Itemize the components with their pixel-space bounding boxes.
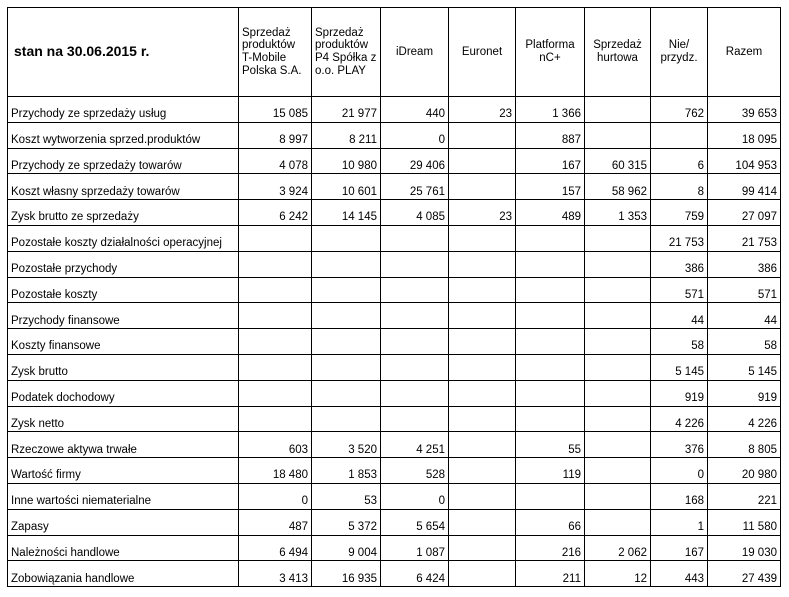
table-cell: 14 145 (312, 200, 381, 226)
table-cell (449, 406, 516, 432)
table-cell (516, 380, 585, 406)
column-header: iDream (381, 8, 449, 97)
table-cell: 4 226 (708, 406, 781, 432)
table-cell: 5 145 (651, 354, 708, 380)
table-cell: 5 654 (381, 509, 449, 535)
row-label: Zobowiązania handlowe (8, 561, 239, 587)
row-label: Koszt własny sprzedaży towarów (8, 174, 239, 200)
table-cell (449, 122, 516, 148)
table-cell (585, 354, 651, 380)
row-label: Koszty finansowe (8, 329, 239, 355)
table-cell: 39 653 (708, 97, 781, 123)
table-cell: 1 (651, 509, 708, 535)
table-cell (239, 406, 312, 432)
table-row (8, 174, 781, 200)
table-cell: 16 935 (312, 561, 381, 587)
row-label: Inne wartości niematerialne (8, 483, 239, 509)
table-cell (585, 122, 651, 148)
table-cell (312, 303, 381, 329)
table-cell: 6 494 (239, 535, 312, 561)
table-row (8, 122, 781, 148)
table-cell: 6 424 (381, 561, 449, 587)
table-cell: 0 (239, 483, 312, 509)
table-cell (449, 535, 516, 561)
table-cell (585, 406, 651, 432)
table-cell: 0 (651, 458, 708, 484)
table-cell (381, 354, 449, 380)
table-cell (585, 483, 651, 509)
table-cell: 21 977 (312, 97, 381, 123)
table-cell (449, 251, 516, 277)
table-cell: 386 (651, 251, 708, 277)
row-label: Przychody finansowe (8, 303, 239, 329)
table-cell (585, 458, 651, 484)
table-cell (516, 483, 585, 509)
table-cell (449, 458, 516, 484)
table-cell (239, 380, 312, 406)
table-cell: 60 315 (585, 148, 651, 174)
table-cell: 887 (516, 122, 585, 148)
table-cell: 168 (651, 483, 708, 509)
table-row (8, 200, 781, 226)
table-cell: 528 (381, 458, 449, 484)
row-label: Zysk netto (8, 406, 239, 432)
row-label: Pozostałe koszty (8, 277, 239, 303)
table-cell (449, 354, 516, 380)
table-cell: 571 (651, 277, 708, 303)
table-cell: 0 (381, 122, 449, 148)
table-cell (381, 380, 449, 406)
table-cell: 216 (516, 535, 585, 561)
table-cell: 23 (449, 200, 516, 226)
table-cell (449, 225, 516, 251)
table-row (8, 458, 781, 484)
table-cell (381, 277, 449, 303)
table-cell (516, 251, 585, 277)
table-row (8, 277, 781, 303)
table-cell (449, 483, 516, 509)
table-cell: 919 (708, 380, 781, 406)
table-cell: 762 (651, 97, 708, 123)
table-cell (449, 277, 516, 303)
table-cell: 18 095 (708, 122, 781, 148)
table-row (8, 406, 781, 432)
table-cell: 27 097 (708, 200, 781, 226)
table-cell: 759 (651, 200, 708, 226)
table-cell: 55 (516, 432, 585, 458)
row-label: Zysk brutto ze sprzedaży (8, 200, 239, 226)
table-cell: 10 601 (312, 174, 381, 200)
table-cell (585, 97, 651, 123)
table-cell: 1 087 (381, 535, 449, 561)
table-cell: 221 (708, 483, 781, 509)
table-cell (239, 251, 312, 277)
table-row (8, 329, 781, 355)
table-row (8, 251, 781, 277)
table-cell (239, 354, 312, 380)
table-row (8, 509, 781, 535)
table-cell (239, 329, 312, 355)
column-header: Sprzedaż hurtowa (585, 8, 651, 97)
table-cell: 21 753 (708, 225, 781, 251)
table-cell (585, 251, 651, 277)
table-cell: 0 (381, 483, 449, 509)
table-cell (516, 277, 585, 303)
row-label: Pozostałe przychody (8, 251, 239, 277)
table-row (8, 354, 781, 380)
table-cell (516, 406, 585, 432)
table-cell: 23 (449, 97, 516, 123)
table-cell: 4 226 (651, 406, 708, 432)
table-cell: 99 414 (708, 174, 781, 200)
table-cell: 4 085 (381, 200, 449, 226)
row-label: Należności handlowe (8, 535, 239, 561)
table-cell (651, 122, 708, 148)
table-cell: 603 (239, 432, 312, 458)
table-cell: 119 (516, 458, 585, 484)
table-cell (312, 406, 381, 432)
table-cell: 66 (516, 509, 585, 535)
table-cell: 29 406 (381, 148, 449, 174)
table-row (8, 303, 781, 329)
table-cell: 3 413 (239, 561, 312, 587)
table-cell (312, 329, 381, 355)
table-cell (449, 561, 516, 587)
column-header: Nie/ przydz. (651, 8, 708, 97)
segment-table (7, 7, 781, 587)
table-cell: 10 980 (312, 148, 381, 174)
table-cell: 8 (651, 174, 708, 200)
table-cell: 5 145 (708, 354, 781, 380)
table-cell: 6 (651, 148, 708, 174)
table-cell: 58 (651, 329, 708, 355)
table-cell (449, 303, 516, 329)
table-cell (381, 406, 449, 432)
table-cell (312, 225, 381, 251)
row-label: Wartość firmy (8, 458, 239, 484)
table-cell: 919 (651, 380, 708, 406)
table-cell: 5 372 (312, 509, 381, 535)
table-cell: 53 (312, 483, 381, 509)
table-cell (449, 174, 516, 200)
table-row (8, 432, 781, 458)
table-cell (449, 432, 516, 458)
table-cell: 571 (708, 277, 781, 303)
column-header: Razem (708, 8, 781, 97)
table-cell: 157 (516, 174, 585, 200)
table-cell (312, 380, 381, 406)
row-label: Przychody ze sprzedaży towarów (8, 148, 239, 174)
table-cell: 8 805 (708, 432, 781, 458)
table-row (8, 148, 781, 174)
table-cell: 6 242 (239, 200, 312, 226)
table-cell (585, 509, 651, 535)
column-header: Platforma nC+ (516, 8, 585, 97)
table-cell: 4 078 (239, 148, 312, 174)
table-cell: 8 997 (239, 122, 312, 148)
table-cell (585, 329, 651, 355)
row-label: Rzeczowe aktywa trwałe (8, 432, 239, 458)
table-cell (585, 303, 651, 329)
table-row (8, 535, 781, 561)
table-cell (239, 277, 312, 303)
table-cell (312, 277, 381, 303)
table-cell: 487 (239, 509, 312, 535)
row-label: Przychody ze sprzedaży usług (8, 97, 239, 123)
table-cell: 58 962 (585, 174, 651, 200)
column-header: Sprzedaż produktów T-Mobile Polska S.A. (239, 8, 312, 97)
table-cell: 3 520 (312, 432, 381, 458)
table-cell: 104 953 (708, 148, 781, 174)
table-cell (516, 225, 585, 251)
table-cell: 376 (651, 432, 708, 458)
table-cell: 3 924 (239, 174, 312, 200)
table-cell: 1 366 (516, 97, 585, 123)
table-cell: 18 480 (239, 458, 312, 484)
row-label: Zysk brutto (8, 354, 239, 380)
table-cell (239, 225, 312, 251)
table-cell (585, 432, 651, 458)
table-cell (381, 329, 449, 355)
table-cell (381, 225, 449, 251)
table-cell (449, 329, 516, 355)
table-cell: 19 030 (708, 535, 781, 561)
table-cell: 12 (585, 561, 651, 587)
table-cell: 1 853 (312, 458, 381, 484)
row-label: Podatek dochodowy (8, 380, 239, 406)
table-cell: 8 211 (312, 122, 381, 148)
table-cell: 489 (516, 200, 585, 226)
table-cell (239, 303, 312, 329)
table-cell (585, 225, 651, 251)
table-cell: 58 (708, 329, 781, 355)
table-row (8, 380, 781, 406)
table-cell: 386 (708, 251, 781, 277)
row-label: Zapasy (8, 509, 239, 535)
table-cell: 440 (381, 97, 449, 123)
row-label: Koszt wytworzenia sprzed.produktów (8, 122, 239, 148)
table-cell: 15 085 (239, 97, 312, 123)
column-header: Euronet (449, 8, 516, 97)
table-row (8, 561, 781, 587)
table-row (8, 225, 781, 251)
table-cell: 21 753 (651, 225, 708, 251)
table-row (8, 483, 781, 509)
table-cell (585, 277, 651, 303)
row-label: Pozostałe koszty działalności operacyjnej (8, 225, 239, 251)
table-cell (381, 303, 449, 329)
table-cell: 167 (516, 148, 585, 174)
table-cell (449, 148, 516, 174)
table-cell (516, 303, 585, 329)
header-row (8, 8, 781, 97)
table-cell: 25 761 (381, 174, 449, 200)
table-body (8, 97, 781, 587)
table-cell (449, 509, 516, 535)
table-cell: 9 004 (312, 535, 381, 561)
table-cell: 27 439 (708, 561, 781, 587)
table-cell: 4 251 (381, 432, 449, 458)
table-cell: 167 (651, 535, 708, 561)
table-cell (312, 251, 381, 277)
table-cell (516, 329, 585, 355)
table-cell: 44 (651, 303, 708, 329)
table-cell: 211 (516, 561, 585, 587)
table-title: stan na 30.06.2015 r. (8, 8, 239, 97)
column-header: Sprzedaż produktów P4 Spółka z o.o. PLAY (312, 8, 381, 97)
table-cell (585, 380, 651, 406)
table-cell: 443 (651, 561, 708, 587)
table-cell: 20 980 (708, 458, 781, 484)
table-cell (312, 354, 381, 380)
table-cell: 1 353 (585, 200, 651, 226)
table-cell: 11 580 (708, 509, 781, 535)
table-cell (381, 251, 449, 277)
table-cell (449, 380, 516, 406)
table-row (8, 97, 781, 123)
table-cell: 2 062 (585, 535, 651, 561)
table-cell: 44 (708, 303, 781, 329)
table-cell (516, 354, 585, 380)
